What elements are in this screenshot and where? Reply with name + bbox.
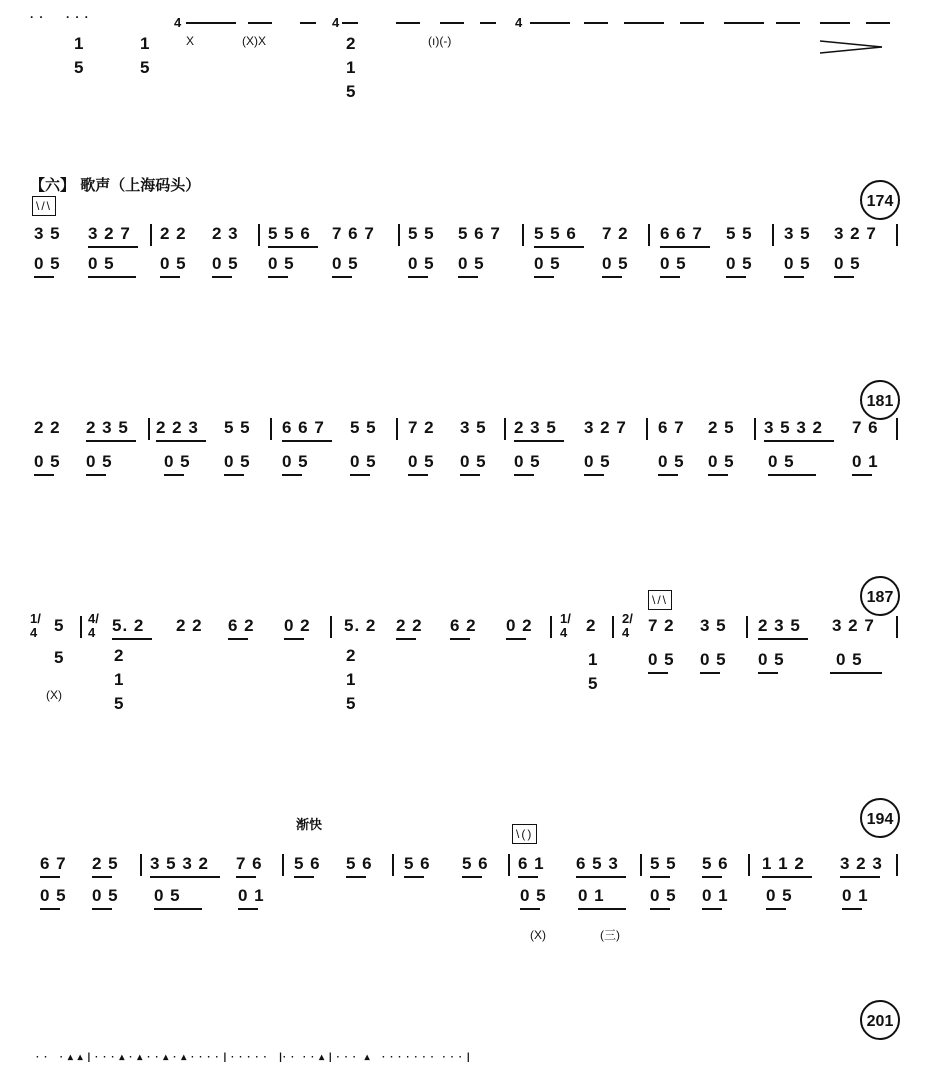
lower-note: 0 5 bbox=[758, 650, 785, 669]
beam bbox=[758, 638, 808, 640]
beam bbox=[726, 276, 746, 278]
barline bbox=[330, 616, 332, 638]
beam bbox=[852, 474, 872, 476]
lower-note: 0 5 bbox=[836, 650, 863, 669]
lower-note: 0 5 bbox=[520, 886, 547, 905]
barline bbox=[746, 616, 748, 638]
upper-note: 6 6 7 bbox=[282, 418, 325, 437]
beam bbox=[700, 672, 720, 674]
beam bbox=[584, 474, 604, 476]
lower-note: 0 5 bbox=[584, 452, 611, 471]
barline bbox=[550, 616, 552, 638]
lower-note: 0 5 bbox=[332, 254, 359, 273]
upper-note: 5 5 bbox=[350, 418, 377, 437]
beam bbox=[40, 876, 60, 878]
barline bbox=[398, 224, 400, 246]
barline bbox=[140, 854, 142, 876]
beam bbox=[520, 908, 540, 910]
beam bbox=[88, 276, 136, 278]
upper-note: 3 5 bbox=[34, 224, 61, 243]
barline bbox=[148, 418, 150, 440]
lower-note: 1 5 bbox=[588, 650, 599, 693]
beam bbox=[680, 22, 704, 24]
upper-note: 2 3 bbox=[212, 224, 239, 243]
beam bbox=[460, 474, 480, 476]
upper-note: 7 2 bbox=[648, 616, 675, 635]
beam bbox=[268, 246, 318, 248]
beam bbox=[578, 908, 626, 910]
cut-off-notes: · · · ▴ ▴ | · · · ▴ · ▴ · · ▴ · ▴ · · · · | · · · · · |· · · · ▴ | · · · ▴ · · · · · · · · · · | bbox=[36, 1052, 471, 1063]
lower-note: 0 5 bbox=[458, 254, 485, 273]
upper-note: 5 5 bbox=[224, 418, 251, 437]
lower-note: 0 5 bbox=[164, 452, 191, 471]
upper-note: 5 5 bbox=[650, 854, 677, 873]
beam bbox=[160, 276, 180, 278]
section-heading: 【六】 歌声（上海码头） bbox=[30, 176, 201, 194]
beam bbox=[660, 276, 680, 278]
beam bbox=[228, 638, 248, 640]
upper-note: 5 5 bbox=[726, 224, 753, 243]
beam bbox=[294, 876, 314, 878]
lower-note: 2 1 5 bbox=[114, 646, 125, 713]
top-fragment bbox=[0, 0, 940, 110]
beam bbox=[150, 876, 220, 878]
lower-note: 0 5 bbox=[282, 452, 309, 471]
beam bbox=[764, 440, 834, 442]
barline bbox=[396, 418, 398, 440]
beam bbox=[650, 908, 670, 910]
system-174 bbox=[0, 180, 940, 300]
rehearsal-number: 194 bbox=[860, 798, 900, 838]
time-signature: 4 bbox=[515, 15, 523, 30]
upper-note: 6 2 bbox=[450, 616, 477, 635]
beam bbox=[530, 22, 570, 24]
barline bbox=[282, 854, 284, 876]
upper-note: 6 7 bbox=[658, 418, 685, 437]
beam bbox=[86, 440, 136, 442]
upper-note: 2 2 bbox=[160, 224, 187, 243]
lower-note: 0 5 bbox=[658, 452, 685, 471]
decrescendo-mark bbox=[820, 38, 884, 56]
beam bbox=[702, 876, 722, 878]
beam bbox=[88, 246, 138, 248]
upper-note: 5 6 7 bbox=[458, 224, 501, 243]
time-signature: 2/4 bbox=[622, 611, 633, 640]
technique-box: \() bbox=[512, 824, 537, 844]
beam bbox=[284, 638, 304, 640]
lower-note: 0 5 bbox=[154, 886, 181, 905]
beam bbox=[758, 672, 778, 674]
beam bbox=[92, 908, 112, 910]
system-187 bbox=[0, 576, 940, 756]
beam bbox=[766, 908, 786, 910]
lower-note: 0 5 bbox=[268, 254, 295, 273]
beam bbox=[650, 876, 670, 878]
upper-note: 5. 2 bbox=[344, 616, 377, 635]
technique-box: \/\ bbox=[32, 196, 56, 216]
beam bbox=[342, 22, 358, 24]
beam bbox=[834, 276, 854, 278]
upper-note: 3 2 7 bbox=[834, 224, 877, 243]
lower-note: 0 5 bbox=[224, 452, 251, 471]
lower-note: 0 5 bbox=[350, 452, 377, 471]
upper-note: 3 5 3 2 bbox=[150, 854, 209, 873]
beam bbox=[776, 22, 800, 24]
beam bbox=[762, 876, 812, 878]
lower-note: 0 1 bbox=[238, 886, 265, 905]
upper-note: 2 5 bbox=[708, 418, 735, 437]
barline bbox=[648, 224, 650, 246]
low-notes: 1 5 bbox=[74, 34, 85, 77]
technique-mark: (X) bbox=[530, 928, 546, 942]
beam bbox=[238, 908, 258, 910]
beam bbox=[506, 638, 526, 640]
lower-note: 0 5 bbox=[534, 254, 561, 273]
upper-note: 5 6 bbox=[294, 854, 321, 873]
beam bbox=[156, 440, 206, 442]
beam bbox=[282, 440, 332, 442]
upper-note: 6 7 bbox=[40, 854, 67, 873]
beam bbox=[300, 22, 316, 24]
beam bbox=[212, 276, 232, 278]
upper-note: 2 2 bbox=[176, 616, 203, 635]
technique-mark: (ı)(-) bbox=[428, 34, 452, 48]
upper-note: 2 bbox=[586, 616, 597, 635]
lower-note: 0 5 bbox=[408, 254, 435, 273]
lower-note: 0 5 bbox=[602, 254, 629, 273]
beam bbox=[396, 22, 420, 24]
lower-note: 5 bbox=[54, 648, 65, 667]
barline bbox=[392, 854, 394, 876]
beam bbox=[708, 474, 728, 476]
beam bbox=[224, 474, 244, 476]
lower-note: 0 1 bbox=[842, 886, 869, 905]
beam bbox=[346, 876, 366, 878]
barline bbox=[640, 854, 642, 876]
beam bbox=[92, 876, 112, 878]
rehearsal-number: 201 bbox=[860, 1000, 900, 1040]
lower-note: 0 5 bbox=[40, 886, 67, 905]
lower-note: 0 5 bbox=[460, 452, 487, 471]
beam bbox=[624, 22, 664, 24]
lower-note: 0 5 bbox=[700, 650, 727, 669]
beam bbox=[784, 276, 804, 278]
upper-note: 0 2 bbox=[506, 616, 533, 635]
upper-note: 3 2 7 bbox=[88, 224, 131, 243]
upper-note: 6 2 bbox=[228, 616, 255, 635]
upper-note: 2 2 3 bbox=[156, 418, 199, 437]
upper-note: 5 6 bbox=[346, 854, 373, 873]
upper-note: 5 5 6 bbox=[534, 224, 577, 243]
system-181 bbox=[0, 380, 940, 500]
upper-note: 5 bbox=[54, 616, 65, 635]
beam bbox=[514, 474, 534, 476]
upper-note: 6 1 bbox=[518, 854, 545, 873]
beam bbox=[602, 276, 622, 278]
lower-note: 0 1 bbox=[702, 886, 729, 905]
beam bbox=[332, 276, 352, 278]
upper-note: 5 6 bbox=[404, 854, 431, 873]
upper-note: 7 6 bbox=[852, 418, 879, 437]
lower-note: 0 5 bbox=[660, 254, 687, 273]
low-notes: 2 1 5 bbox=[346, 34, 357, 101]
upper-note: 7 2 bbox=[602, 224, 629, 243]
beam bbox=[40, 908, 60, 910]
low-notes: 1 5 bbox=[140, 34, 151, 77]
rehearsal-number: 174 bbox=[860, 180, 900, 220]
beam bbox=[408, 474, 428, 476]
upper-note: 3 5 bbox=[700, 616, 727, 635]
beam bbox=[534, 276, 554, 278]
barline bbox=[748, 854, 750, 876]
beam bbox=[820, 22, 850, 24]
rehearsal-number: 187 bbox=[860, 576, 900, 616]
upper-note: 5 6 bbox=[462, 854, 489, 873]
time-signature: 1/4 bbox=[30, 611, 41, 640]
beam bbox=[534, 246, 584, 248]
beam bbox=[842, 908, 862, 910]
beam bbox=[830, 672, 882, 674]
lower-note: 0 5 bbox=[92, 886, 119, 905]
barline bbox=[646, 418, 648, 440]
barline bbox=[522, 224, 524, 246]
technique-mark: (X)X bbox=[242, 34, 266, 48]
time-signature: 4 bbox=[174, 15, 182, 30]
lower-note: 0 5 bbox=[34, 254, 61, 273]
upper-note: 1 1 2 bbox=[762, 854, 805, 873]
beam bbox=[480, 22, 496, 24]
rehearsal-number: 181 bbox=[860, 380, 900, 420]
beam bbox=[576, 876, 626, 878]
beam bbox=[648, 672, 668, 674]
lower-note: 0 1 bbox=[578, 886, 605, 905]
lower-note: 2 1 5 bbox=[346, 646, 357, 713]
lower-note: 0 5 bbox=[834, 254, 861, 273]
upper-note: 7 6 7 bbox=[332, 224, 375, 243]
upper-note: 7 2 bbox=[408, 418, 435, 437]
beam bbox=[658, 474, 678, 476]
technique-mark: (三) bbox=[600, 928, 620, 942]
lower-note: 0 5 bbox=[648, 650, 675, 669]
beam bbox=[768, 474, 816, 476]
barline bbox=[896, 854, 898, 876]
upper-note: 3 2 7 bbox=[832, 616, 875, 635]
system-194 bbox=[0, 798, 940, 958]
barline bbox=[270, 418, 272, 440]
beam bbox=[186, 22, 236, 24]
barline bbox=[612, 616, 614, 638]
upper-note: 7 6 bbox=[236, 854, 263, 873]
lower-note: 0 5 bbox=[212, 254, 239, 273]
beam bbox=[514, 440, 564, 442]
upper-note: 2 3 5 bbox=[86, 418, 129, 437]
beam bbox=[164, 474, 184, 476]
upper-note: 6 5 3 bbox=[576, 854, 619, 873]
upper-note: 3 5 bbox=[784, 224, 811, 243]
technique-mark: X bbox=[186, 34, 195, 48]
beam bbox=[350, 474, 370, 476]
upper-note: 2 5 bbox=[92, 854, 119, 873]
system-201 bbox=[0, 1000, 940, 1074]
lower-note: 0 5 bbox=[784, 254, 811, 273]
time-signature: 4/4 bbox=[88, 611, 99, 640]
beam bbox=[112, 638, 152, 640]
beam bbox=[450, 638, 470, 640]
beam bbox=[458, 276, 478, 278]
upper-note: 5 5 6 bbox=[268, 224, 311, 243]
barline bbox=[504, 418, 506, 440]
beam bbox=[34, 474, 54, 476]
beam bbox=[154, 908, 202, 910]
lower-note: 0 5 bbox=[86, 452, 113, 471]
beam bbox=[282, 474, 302, 476]
tempo-marking: 渐快 bbox=[296, 818, 323, 833]
upper-note: 5. 2 bbox=[112, 616, 145, 635]
beam bbox=[440, 22, 464, 24]
lower-note: 0 5 bbox=[768, 452, 795, 471]
lower-note: 0 5 bbox=[34, 452, 61, 471]
upper-note: 3 5 3 2 bbox=[764, 418, 823, 437]
lower-note: 0 5 bbox=[708, 452, 735, 471]
lower-note: 0 5 bbox=[766, 886, 793, 905]
upper-note: 5 6 bbox=[702, 854, 729, 873]
time-signature: 1/4 bbox=[560, 611, 571, 640]
barline bbox=[896, 224, 898, 246]
barline bbox=[150, 224, 152, 246]
beam bbox=[404, 876, 424, 878]
beam bbox=[248, 22, 272, 24]
beam bbox=[866, 22, 890, 24]
upper-note: 0 2 bbox=[284, 616, 311, 635]
barline bbox=[896, 616, 898, 638]
barline bbox=[80, 616, 82, 638]
beam bbox=[518, 876, 538, 878]
technique-mark: (X) bbox=[46, 688, 62, 702]
lower-note: 0 5 bbox=[650, 886, 677, 905]
lower-note: 0 5 bbox=[514, 452, 541, 471]
beam bbox=[408, 276, 428, 278]
lower-note: 0 1 bbox=[852, 452, 879, 471]
lower-note: 0 5 bbox=[160, 254, 187, 273]
upper-note: 3 2 3 bbox=[840, 854, 883, 873]
beam bbox=[396, 638, 416, 640]
lower-note: 0 5 bbox=[408, 452, 435, 471]
upper-note: 2 3 5 bbox=[758, 616, 801, 635]
upper-note: 2 2 bbox=[34, 418, 61, 437]
barline bbox=[508, 854, 510, 876]
lower-note: 0 5 bbox=[88, 254, 115, 273]
beam bbox=[584, 22, 608, 24]
technique-box: \/\ bbox=[648, 590, 672, 610]
upper-note: 3 5 bbox=[460, 418, 487, 437]
lower-note: 0 5 bbox=[726, 254, 753, 273]
upper-note: 6 6 7 bbox=[660, 224, 703, 243]
upper-note: 3 2 7 bbox=[584, 418, 627, 437]
barline bbox=[754, 418, 756, 440]
barline bbox=[896, 418, 898, 440]
upper-note: 2 3 5 bbox=[514, 418, 557, 437]
time-signature: 4 bbox=[332, 15, 340, 30]
upper-note: 5 5 bbox=[408, 224, 435, 243]
barline bbox=[772, 224, 774, 246]
beam bbox=[660, 246, 710, 248]
upper-note: 2 2 bbox=[396, 616, 423, 635]
beam bbox=[702, 908, 722, 910]
barline bbox=[258, 224, 260, 246]
beam bbox=[236, 876, 256, 878]
top-dots: · · · · · bbox=[30, 10, 90, 24]
beam bbox=[268, 276, 288, 278]
beam bbox=[840, 876, 880, 878]
beam bbox=[34, 276, 54, 278]
beam bbox=[462, 876, 482, 878]
beam bbox=[86, 474, 106, 476]
beam bbox=[724, 22, 764, 24]
